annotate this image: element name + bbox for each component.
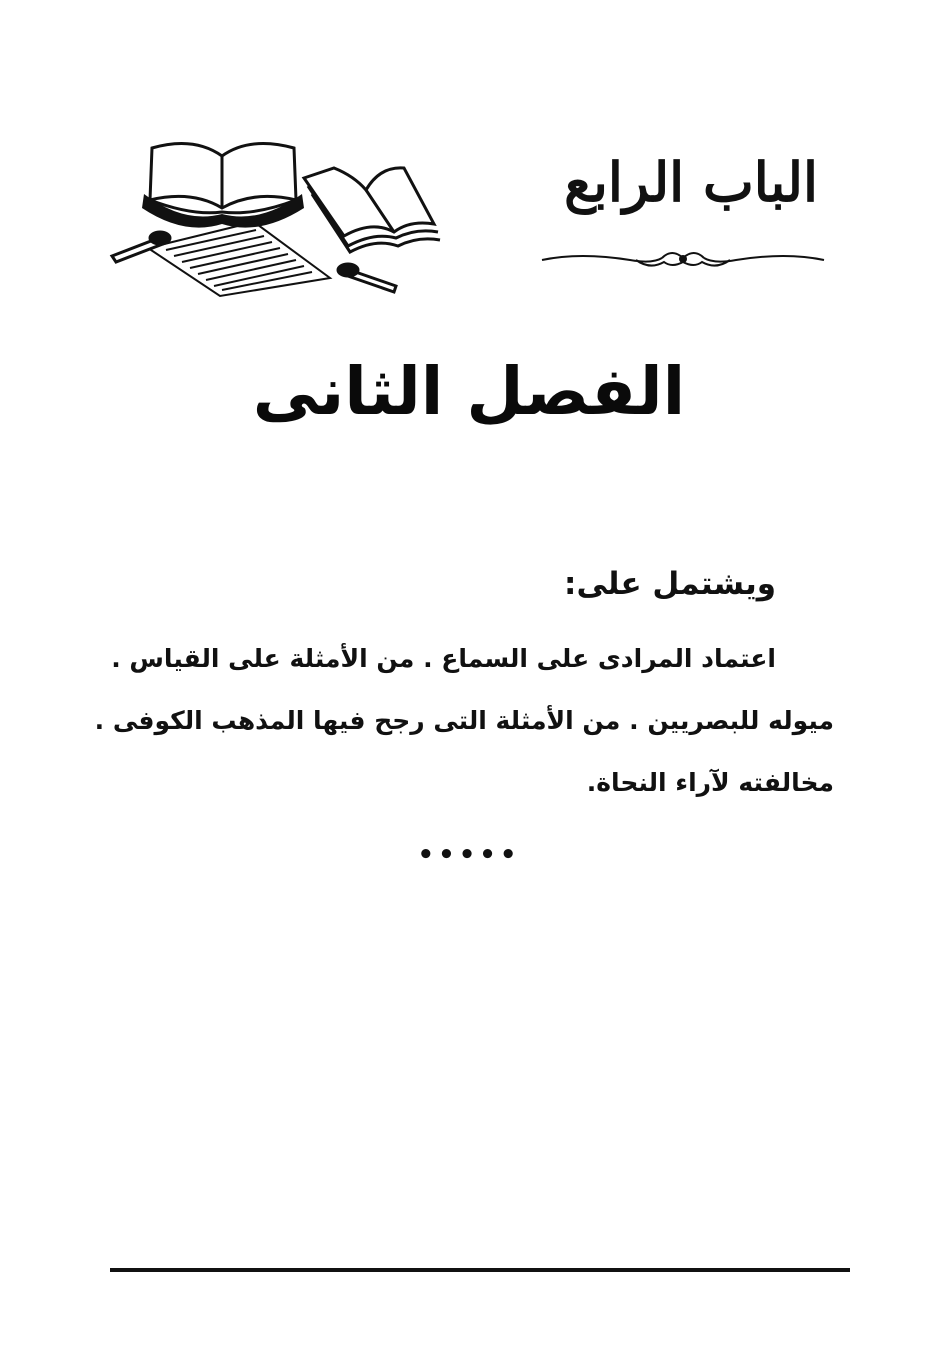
section-title: الباب الرابع [564, 150, 818, 214]
contents-intro: ويشتمل على: [564, 566, 776, 602]
footer-rule [110, 1268, 850, 1272]
dot-separator: ••••• [417, 840, 521, 870]
decorative-flourish-icon [540, 246, 826, 272]
chapter-title: الفصل الثانى [252, 353, 686, 430]
contents-line-2: ميوله للبصريين . من الأمثلة التى رجح فيها المذهب الكوفى . [94, 706, 834, 735]
open-books-icon [104, 128, 444, 298]
contents-line-3: مخالفته لآراء النحاة. [586, 768, 834, 797]
contents-line-1: اعتماد المرادى على السماع . من الأمثلة على القياس . [111, 644, 776, 673]
